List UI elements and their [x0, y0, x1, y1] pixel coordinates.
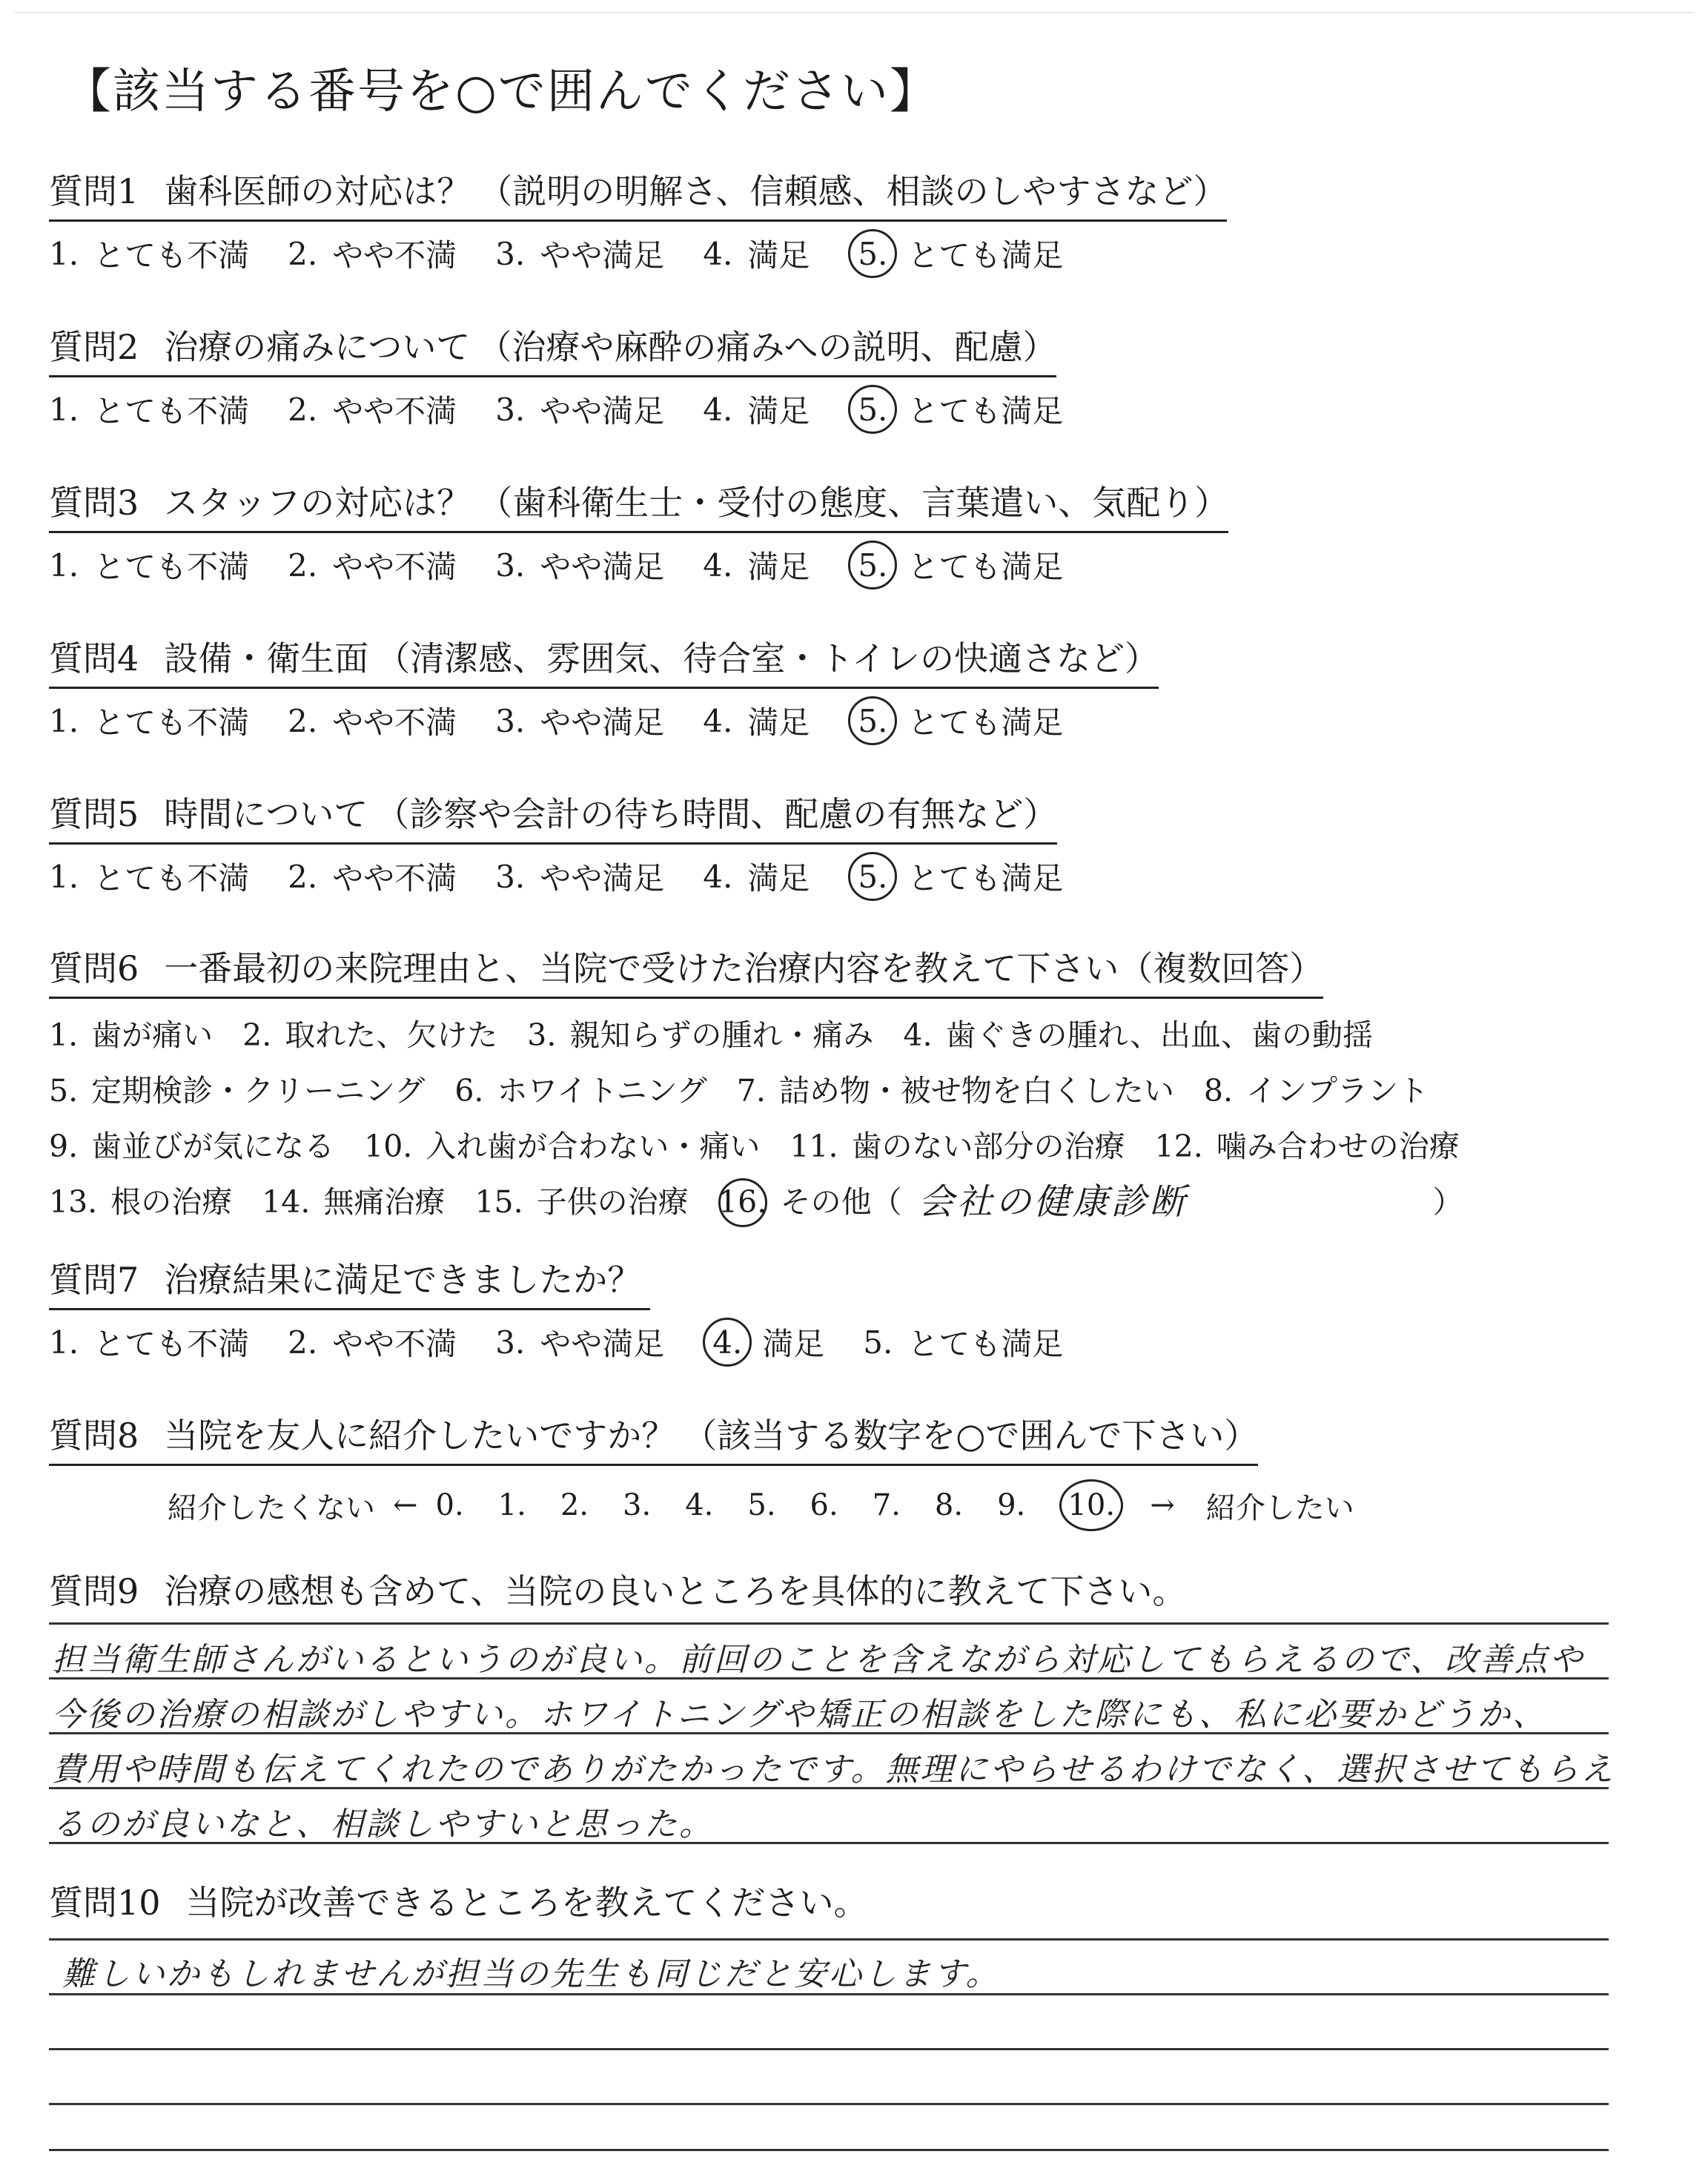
option-number: 1.	[49, 702, 79, 739]
option-label: とても満足	[907, 237, 1064, 274]
q6-option-13[interactable]	[49, 1175, 232, 1230]
option-label: 歯ぐきの腫れ、出血、歯の動揺	[945, 1017, 1373, 1053]
answer-line	[49, 1622, 1609, 1625]
option-4[interactable]	[703, 229, 810, 278]
option-number: 3.	[495, 858, 526, 895]
option-number: 11.	[790, 1129, 838, 1164]
option-label: とても不満	[93, 393, 250, 429]
question-1	[49, 165, 1227, 278]
option-3[interactable]	[495, 229, 664, 278]
option-number: 2.	[242, 1017, 272, 1053]
question-4	[49, 632, 1159, 745]
option-number: 3.	[495, 1324, 526, 1361]
option-number: 2.	[288, 235, 318, 272]
option-label: インプラント	[1246, 1073, 1429, 1109]
option-4[interactable]	[703, 1318, 824, 1367]
option-number: 5.	[848, 696, 897, 745]
q9-answer-line: るのが良いなと、相談しやすいと思った。	[52, 1806, 714, 1843]
option-5[interactable]	[848, 541, 1063, 589]
recommend-scale	[154, 1479, 1368, 1531]
scale-point-0[interactable]: 0.	[435, 1488, 464, 1522]
q6-option-4[interactable]	[903, 1008, 1373, 1063]
option-1[interactable]	[49, 696, 249, 745]
option-number: 4.	[703, 1318, 752, 1367]
option-3[interactable]	[495, 385, 664, 434]
q6-option-15[interactable]	[474, 1175, 688, 1230]
question-1-title: 質問1 歯科医師の対応は？ （説明の明解さ、信頼感、相談のしやすさなど）	[49, 165, 1227, 222]
option-label: 詰め物・被せ物を白くしたい	[778, 1073, 1174, 1109]
q6-option-5[interactable]	[49, 1063, 425, 1119]
question-7-options	[49, 1318, 1102, 1367]
option-label: とても満足	[907, 860, 1064, 896]
left-arrow-icon: ←	[393, 1488, 418, 1522]
scale-point-7[interactable]: 7.	[872, 1488, 901, 1522]
scale-point-2[interactable]: 2.	[560, 1488, 589, 1522]
question-10-title: 質問10 当院が改善できるところを教えてください。	[49, 1883, 868, 1923]
option-label: やや不満	[332, 1326, 457, 1362]
option-number: 12.	[1154, 1129, 1203, 1164]
scale-left-label: 紹介したくない	[168, 1490, 375, 1525]
option-label: やや満足	[540, 549, 665, 585]
answer-line	[49, 2103, 1609, 2105]
option-3[interactable]	[495, 1318, 664, 1367]
option-number: 5.	[848, 852, 897, 901]
option-number: 3.	[495, 546, 526, 584]
option-number: 3.	[495, 235, 526, 272]
option-label: とても不満	[93, 860, 250, 896]
question-6-row	[49, 1008, 1493, 1063]
option-number: 2.	[288, 391, 318, 428]
question-6-title: 質問6 一番最初の来院理由と、当院で受けた治療内容を教えて下さい（複数回答）	[49, 942, 1323, 999]
option-2[interactable]	[288, 229, 457, 278]
option-number: 7.	[736, 1073, 766, 1109]
scale-point-4[interactable]: 4.	[685, 1488, 714, 1522]
option-number: 2.	[288, 858, 318, 895]
question-7	[49, 1253, 1102, 1367]
option-label: とても満足	[907, 393, 1064, 429]
q6-option-6[interactable]	[454, 1063, 706, 1119]
question-3-title: 質問3 スタッフの対応は？ （歯科衛生士・受付の態度、言葉遣い、気配り）	[49, 476, 1228, 533]
option-label: その他（	[780, 1184, 902, 1220]
answer-line	[49, 2048, 1609, 2050]
option-label: とても満足	[907, 1326, 1064, 1362]
question-3	[49, 476, 1228, 589]
option-label: やや不満	[332, 237, 457, 274]
option-1[interactable]	[49, 541, 249, 589]
option-1[interactable]	[49, 1318, 249, 1367]
option-label: やや満足	[540, 704, 665, 741]
option-label: 満足	[747, 860, 810, 896]
option-label: 満足	[747, 704, 810, 741]
option-label: 満足	[747, 549, 810, 585]
option-label: 歯が痛い	[91, 1017, 214, 1053]
option-number: 1.	[49, 1017, 79, 1053]
option-5[interactable]	[848, 385, 1063, 434]
option-number: 5.	[863, 1324, 893, 1361]
option-2[interactable]	[288, 1318, 457, 1367]
option-label: やや満足	[540, 860, 665, 896]
answer-line	[49, 2149, 1609, 2151]
option-label: とても満足	[907, 704, 1064, 741]
q6-option-11[interactable]	[790, 1119, 1125, 1175]
option-number: 4.	[703, 235, 733, 272]
q6-option-7[interactable]	[737, 1063, 1174, 1119]
question-5-title: 質問5 時間について （診察や会計の待ち時間、配慮の有無など）	[49, 787, 1057, 845]
question-2	[49, 320, 1102, 434]
question-6-options	[49, 1008, 1493, 1230]
option-1[interactable]	[49, 229, 249, 278]
option-label: やや不満	[332, 549, 457, 585]
option-1[interactable]	[49, 385, 249, 434]
question-6-row	[49, 1119, 1493, 1175]
option-number: 4.	[703, 858, 733, 895]
option-number: 2.	[288, 1324, 318, 1361]
option-label: とても不満	[93, 1326, 250, 1362]
option-label: 親知らずの腫れ・痛み	[569, 1017, 874, 1053]
q9-answer-line: 担当衛生師さんがいるというのが良い。前回のことを含えながら対応してもらえるので、改善点や	[52, 1641, 1585, 1679]
option-5[interactable]	[848, 696, 1063, 745]
question-6-row	[49, 1063, 1493, 1119]
option-label: とても不満	[93, 549, 250, 585]
option-2[interactable]	[288, 696, 457, 745]
option-number: 13.	[49, 1184, 98, 1220]
q9-answer-line: 費用や時間も伝えてくれたのでありがたかったです。無理にやらせるわけでなく、選択させてもらえ	[52, 1751, 1616, 1789]
option-4[interactable]	[703, 696, 810, 745]
option-2[interactable]	[288, 385, 457, 434]
option-number: 9.	[49, 1129, 79, 1164]
option-label: 取れた、欠けた	[285, 1017, 498, 1053]
option-number: 1.	[49, 391, 79, 428]
option-number: 1.	[49, 235, 79, 272]
scale-point-9[interactable]: 9.	[997, 1488, 1026, 1522]
option-label: とても不満	[93, 237, 250, 274]
option-number: 3.	[527, 1017, 557, 1053]
option-5[interactable]	[863, 1318, 1063, 1367]
option-number: 4.	[703, 702, 733, 739]
q6-other-handwritten: 会社の健康診断	[918, 1181, 1188, 1223]
q6-option-3[interactable]	[527, 1008, 873, 1063]
option-5[interactable]	[848, 229, 1063, 278]
question-6	[49, 942, 1493, 1230]
option-number: 4.	[703, 391, 733, 428]
option-number: 5.	[848, 541, 897, 589]
option-number: 10.	[364, 1129, 413, 1164]
option-1[interactable]	[49, 852, 249, 901]
option-number: 15.	[474, 1184, 523, 1220]
instruction-header: 【該当する番号を○で囲んでください】	[64, 65, 939, 119]
option-number: 1.	[49, 858, 79, 895]
option-number: 6.	[454, 1073, 484, 1109]
q6-option-9[interactable]	[49, 1119, 334, 1175]
option-number: 3.	[495, 702, 526, 739]
scale-points	[436, 1479, 1146, 1531]
scan-edge-line	[15, 12, 1693, 13]
q6-option-14[interactable]	[262, 1175, 445, 1230]
q6-other-close: ）	[1432, 1184, 1463, 1220]
q9-answer-line: 今後の治療の相談がしやすい。ホワイトニングや矯正の相談をした際にも、私に必要かどうか、	[52, 1696, 1548, 1734]
option-number: 5.	[848, 385, 897, 434]
scale-point-3[interactable]: 3.	[623, 1488, 652, 1522]
scale-point-6[interactable]: 6.	[810, 1488, 838, 1522]
option-label: 満足	[762, 1326, 825, 1362]
question-8-title: 質問8 当院を友人に紹介したいですか？ （該当する数字を○で囲んで下さい）	[49, 1409, 1258, 1466]
question-4-title: 質問4 設備・衛生面 （清潔感、雰囲気、待合室・トイレの快適さなど）	[49, 632, 1159, 689]
option-number: 8.	[1203, 1073, 1233, 1109]
question-3-options	[49, 541, 1228, 589]
option-label: 歯のない部分の治療	[851, 1129, 1125, 1164]
q10-answer-line: 難しいかもしれませんが担当の先生も同じだと安心します。	[62, 1955, 1001, 1993]
option-label: やや満足	[540, 237, 665, 274]
option-number: 16.	[718, 1178, 767, 1227]
option-label: やや不満	[332, 860, 457, 896]
question-4-options	[49, 696, 1159, 745]
option-label: 噛み合わせの治療	[1216, 1129, 1460, 1164]
question-10	[49, 1876, 868, 1925]
option-number: 2.	[288, 702, 318, 739]
q6-option-16[interactable]	[718, 1175, 1463, 1230]
option-label: 根の治療	[110, 1184, 233, 1220]
option-label: やや満足	[540, 393, 665, 429]
option-number: 4.	[703, 546, 733, 584]
option-label: やや満足	[540, 1326, 665, 1362]
scale-point-5[interactable]: 5.	[747, 1488, 776, 1522]
option-3[interactable]	[495, 852, 664, 901]
option-label: とても不満	[93, 704, 250, 741]
q6-option-2[interactable]	[242, 1008, 497, 1063]
option-5[interactable]	[848, 852, 1063, 901]
question-2-title: 質問2 治療の痛みについて （治療や麻酔の痛みへの説明、配慮）	[49, 320, 1056, 377]
scale-point-8[interactable]: 8.	[934, 1488, 964, 1522]
option-number: 2.	[288, 546, 318, 584]
option-label: 満足	[747, 393, 810, 429]
option-label: 子供の治療	[536, 1184, 689, 1220]
question-8	[49, 1409, 1368, 1531]
right-arrow-icon: →	[1150, 1488, 1175, 1522]
question-5	[49, 787, 1102, 901]
option-2[interactable]	[288, 852, 457, 901]
option-label: 入れ歯が合わない・痛い	[426, 1129, 761, 1164]
option-label: 無痛治療	[323, 1184, 446, 1220]
scale-point-1[interactable]: 1.	[497, 1488, 526, 1522]
option-number: 1.	[49, 546, 79, 584]
answer-line	[49, 1938, 1609, 1941]
option-2[interactable]	[288, 541, 457, 589]
q6-option-1[interactable]	[49, 1008, 213, 1063]
option-label: 定期検診・クリーニング	[91, 1073, 426, 1109]
option-number: 4.	[903, 1017, 933, 1053]
option-label: 歯並びが気になる	[91, 1129, 335, 1164]
q6-option-10[interactable]	[364, 1119, 760, 1175]
option-number: 5.	[49, 1073, 79, 1109]
option-number: 14.	[262, 1184, 311, 1220]
option-4[interactable]	[703, 385, 810, 434]
question-5-options	[49, 852, 1102, 901]
option-number: 3.	[495, 391, 526, 428]
option-3[interactable]	[495, 541, 664, 589]
option-label: とても満足	[907, 549, 1064, 585]
q6-option-8[interactable]	[1204, 1063, 1429, 1119]
question-7-title: 質問7 治療結果に満足できましたか？	[49, 1253, 650, 1310]
question-6-row	[49, 1175, 1493, 1230]
option-number: 5.	[848, 229, 897, 278]
option-label: やや不満	[332, 393, 457, 429]
option-3[interactable]	[495, 696, 664, 745]
scale-point-10[interactable]: 10.	[1059, 1479, 1123, 1531]
option-number: 1.	[49, 1324, 79, 1361]
option-4[interactable]	[703, 852, 810, 901]
option-4[interactable]	[703, 541, 810, 589]
option-label: ホワイトニング	[497, 1073, 707, 1109]
option-label: 満足	[747, 237, 810, 274]
scale-right-label: 紹介したい	[1205, 1490, 1354, 1525]
option-label: やや不満	[332, 704, 457, 741]
question-9-title: 質問9 治療の感想も含めて、当院の良いところを具体的に教えて下さい。	[49, 1571, 1187, 1611]
q6-option-12[interactable]	[1155, 1119, 1460, 1175]
question-1-options	[49, 229, 1227, 278]
question-2-options	[49, 385, 1102, 434]
question-9	[49, 1565, 1186, 1614]
